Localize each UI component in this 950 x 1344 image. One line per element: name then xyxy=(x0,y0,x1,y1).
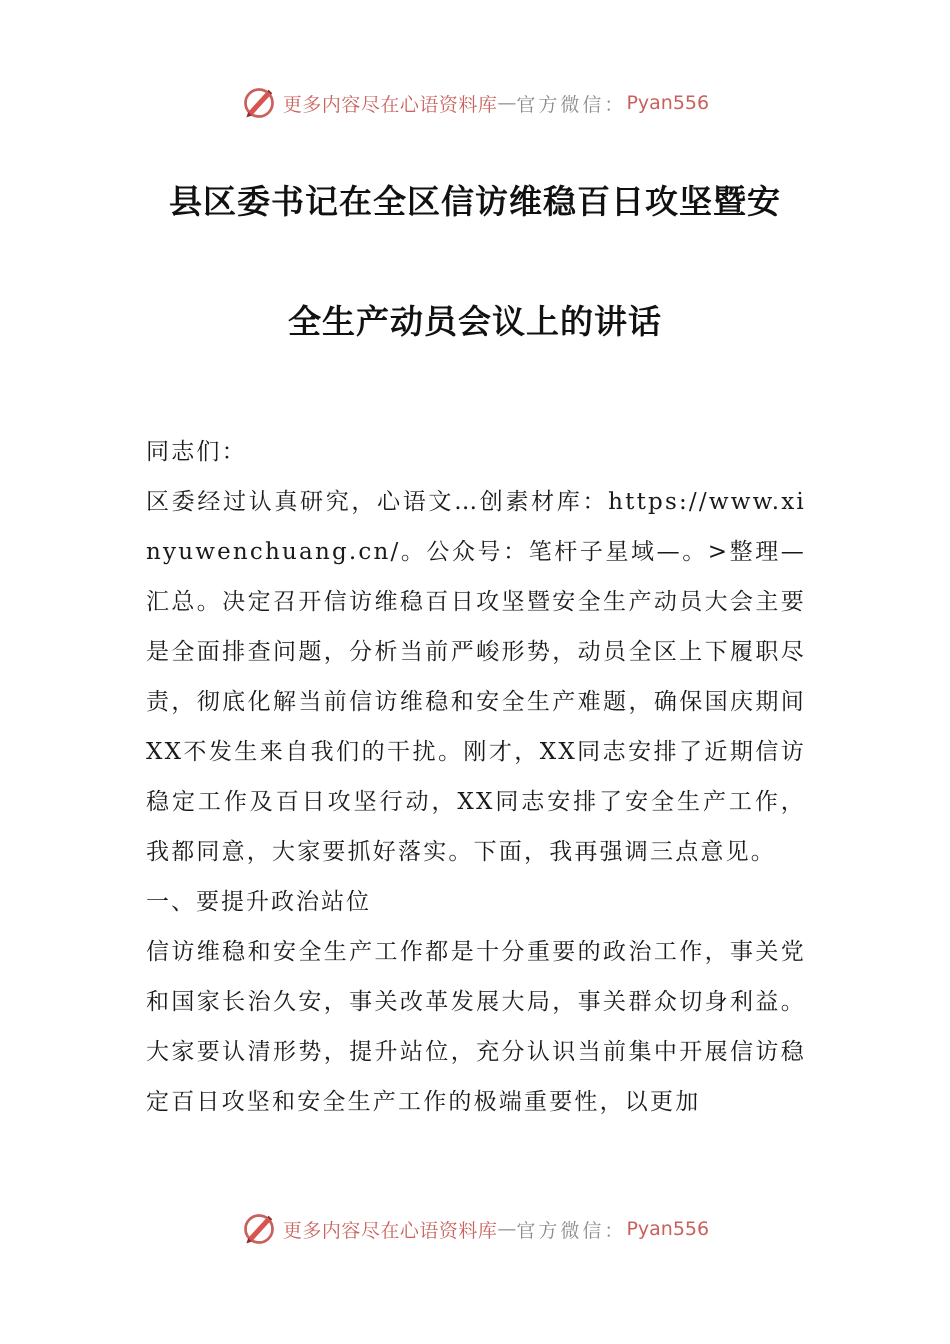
document-title-line-2: 全生产动员会议上的讲话 xyxy=(288,302,662,341)
pen-nib-circle-icon xyxy=(241,1211,277,1247)
banner-dash: — xyxy=(497,92,517,114)
banner-wechat-id: Pyan556 xyxy=(626,92,710,114)
header-banner xyxy=(0,83,950,123)
document-title-line-1: 县区委书记在全区信访维稳百日攻坚暨安 xyxy=(169,182,781,221)
document-body xyxy=(146,427,806,1127)
section-heading-1: 一、要提升政治站位 xyxy=(146,889,371,915)
pen-nib-circle-icon xyxy=(241,85,277,121)
paragraph-section-1: 信访维稳和安全生产工作都是十分重要的政治工作，事关党和国家长治久安，事关改革发展大局，事关群众切身利益。大家要认清形势，提升站位，充分认识当前集中开展信访稳定百日攻坚和安全生产工作的极端重要性，以更加 xyxy=(146,939,806,1115)
banner-wechat-label: 官方微信： xyxy=(516,1219,627,1242)
banner-dash: — xyxy=(497,1218,517,1240)
greeting: 同志们： xyxy=(146,439,247,465)
footer-banner xyxy=(0,1209,950,1249)
paragraph-intro: 区委经过认真研究，心语文…创素材库：https://www.xinyuwenchuang.cn/。公众号：笔杆子星域—。>整理—汇总。决定召开信访维稳百日攻坚暨安全生产动员大会主要是全面排查问题，分析当前严峻形势，动员全区上下履职尽责，彻底化解当前信访维稳和安全生产难题，确保国庆期间XX不发生来自我们的干扰。刚才，XX同志安排了近期信访稳定工作及百日攻坚行动，XX同志安排了安全生产工作，我都同意，大家要抓好落实。下面，我再强调三点意见。 xyxy=(146,489,806,865)
banner-wechat-id: Pyan556 xyxy=(626,1218,710,1240)
banner-slogan: 更多内容尽在心语资料库 xyxy=(282,93,498,116)
banner-wechat-label: 官方微信： xyxy=(516,93,627,116)
banner-slogan: 更多内容尽在心语资料库 xyxy=(282,1219,498,1242)
